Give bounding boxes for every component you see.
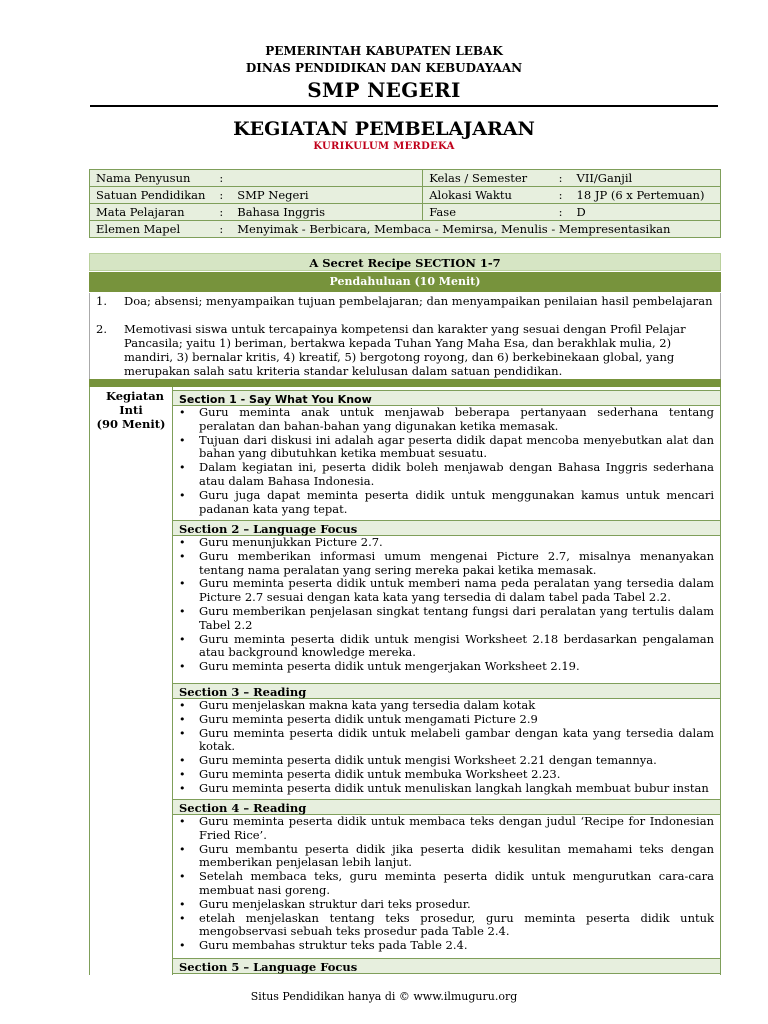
identity-label: Nama Penyusun <box>90 170 214 187</box>
identity-colon: : <box>213 187 231 204</box>
section-3 <box>173 683 720 796</box>
section-5 <box>173 958 720 974</box>
section-title: Section 2 – Language Focus <box>173 520 720 536</box>
page-footer: Situs Pendidikan hanya di © www.ilmuguru.org <box>250 990 518 1003</box>
section-title: Section 1 - Say What You Know <box>173 390 720 406</box>
list-item: • Setelah membaca teks, guru meminta peserta didik untuk mengurutkan cara-cara membuat nasi goreng. <box>173 870 720 898</box>
identity-colon: : <box>213 221 231 238</box>
identity-value: Bahasa Inggris <box>231 204 422 221</box>
identity-label: Mata Pelajaran <box>90 204 214 221</box>
list-item: • Guru memberikan informasi umum mengenai Picture 2.7, misalnya menanyakan tentang nama peralatan yang sering mereka pakai ketika memasak. <box>173 550 720 578</box>
list-item: • Dalam kegiatan ini, peserta didik boleh menjawab dengan Bahasa Inggris sederhana atau dalam Bahasa Indonesia. <box>173 461 720 489</box>
item-number: 1. <box>96 294 107 308</box>
section-items <box>173 699 720 796</box>
kegiatan-inti-title: Kegiatan Inti <box>106 389 165 417</box>
list-item: • Guru juga dapat meminta peserta didik untuk menggunakan kamus untuk mencari padanan kata yang tepat. <box>173 489 720 517</box>
list-item: • Guru membantu peserta didik jika peserta didik kesulitan memahami teks dengan memberikan penjelasan lebih lanjut. <box>173 843 720 871</box>
identity-label: Alokasi Waktu <box>423 187 553 204</box>
identity-row <box>90 204 721 221</box>
section-1 <box>173 390 720 516</box>
identity-row <box>90 221 721 238</box>
identity-value: Menyimak - Berbicara, Membaca - Memirsa, Menulis - Mempresentasikan <box>231 221 720 238</box>
section-4 <box>173 799 720 953</box>
identity-value: D <box>571 204 721 221</box>
header-department: DINAS PENDIDIKAN DAN KEBUDAYAAN <box>245 61 523 75</box>
section-items <box>173 406 720 516</box>
list-item: • etelah menjelaskan tentang teks prosedur, guru meminta peserta didik untuk mengobservasi sebuah teks prosedur pada Table 2.4. <box>173 912 720 940</box>
item-text: Memotivasi siswa untuk tercapainya kompetensi dan karakter yang sesuai dengan Profil Pelajar Pancasila; yaitu 1) beriman, bertakwa kepada Tuhan Yang Maha Esa, dan berakhlak mulia, 2) mandiri, 3) bernalar kritis, 4) kreatif, 5) bergotong royong, dan 6) berkebinekaan global, yang merupakan salah satu kriteria standar kelulusan dalam satuan pendidikan. <box>124 322 686 378</box>
lesson-heading: A Secret Recipe SECTION 1-7 <box>89 253 721 271</box>
list-item: • Guru menunjukkan Picture 2.7. <box>173 536 720 550</box>
identity-colon: : <box>553 204 571 221</box>
identity-label: Satuan Pendidikan <box>90 187 214 204</box>
identity-label: Fase <box>423 204 553 221</box>
list-item: • Guru meminta peserta didik untuk mengisi Worksheet 2.21 dengan temannya. <box>173 754 720 768</box>
section-title: Section 5 – Language Focus <box>173 958 720 974</box>
identity-value: 18 JP (6 x Pertemuan) <box>571 187 721 204</box>
list-item: • Guru meminta peserta didik untuk mengisi Worksheet 2.18 berdasarkan pengalaman atau background knowledge mereka. <box>173 633 720 661</box>
list-item: • Tujuan dari diskusi ini adalah agar peserta didik dapat mencoba menyebutkan alat dan bahan yang dibutuhkan ketika membuat sesuatu. <box>173 434 720 462</box>
identity-table <box>89 169 721 238</box>
section-items <box>173 536 720 674</box>
section-divider <box>89 379 721 387</box>
list-item: • Guru meminta anak untuk menjawab beberapa pertanyaan sederhana tentang peralatan dan bahan-bahan yang digunakan ketika memasak. <box>173 406 720 434</box>
kegiatan-inti-label <box>89 387 173 975</box>
list-item: • Guru meminta peserta didik untuk memberi nama peda peralatan yang tersedia dalam Picture 2.7 sesuai dengan kata kata yang tersedia di dalam tabel pada Tabel 2.2. <box>173 577 720 605</box>
header-divider <box>90 105 718 107</box>
list-item: • Guru meminta peserta didik untuk mengerjakan Worksheet 2.19. <box>173 660 720 674</box>
list-item: • Guru meminta peserta didik untuk membaca teks dengan judul ‘Recipe for Indonesian Fried Rice’. <box>173 815 720 843</box>
section-items <box>173 815 720 953</box>
list-item: • Guru membahas struktur teks pada Table 2.4. <box>173 939 720 953</box>
list-item: • Guru meminta peserta didik untuk melabeli gambar dengan kata yang tersedia dalam kotak. <box>173 727 720 755</box>
section-title: Section 3 – Reading <box>173 683 720 699</box>
identity-value: VII/Ganjil <box>571 170 721 187</box>
list-item: • Guru meminta peserta didik untuk membuka Worksheet 2.23. <box>173 768 720 782</box>
list-item: • Guru menjelaskan struktur dari teks prosedur. <box>173 898 720 912</box>
header-school: SMP NEGERI <box>307 78 461 102</box>
identity-row <box>90 187 721 204</box>
identity-value: SMP Negeri <box>231 187 422 204</box>
kegiatan-inti-time: (90 Menit) <box>96 417 166 431</box>
identity-label: Elemen Mapel <box>90 221 214 238</box>
pendahuluan-label: Pendahuluan (10 Menit) <box>89 272 721 292</box>
identity-label: Kelas / Semester <box>423 170 553 187</box>
identity-colon: : <box>553 187 571 204</box>
item-text: Doa; absensi; menyampaikan tujuan pembelajaran; dan menyampaikan penilaian hasil pembelajaran <box>124 294 713 308</box>
kegiatan-inti-sections <box>173 387 721 975</box>
item-number: 2. <box>96 322 107 336</box>
list-item: • Guru menjelaskan makna kata yang tersedia dalam kotak <box>173 699 720 713</box>
header-government: PEMERINTAH KABUPATEN LEBAK <box>265 44 503 58</box>
pendahuluan-list <box>89 293 721 379</box>
identity-colon: : <box>553 170 571 187</box>
identity-colon: : <box>213 204 231 221</box>
section-title: Section 4 – Reading <box>173 799 720 815</box>
list-item: • Guru meminta peserta didik untuk menuliskan langkah langkah membuat bubur instan <box>173 782 720 796</box>
list-item: • Guru meminta peserta didik untuk mengamati Picture 2.9 <box>173 713 720 727</box>
document-subtitle: KURIKULUM MERDEKA <box>313 141 455 152</box>
identity-row <box>90 170 721 187</box>
document-title: KEGIATAN PEMBELAJARAN <box>233 118 535 140</box>
list-item: • Guru memberikan penjelasan singkat tentang fungsi dari peralatan yang tertulis dalam Tabel 2.2 <box>173 605 720 633</box>
section-2 <box>173 520 720 674</box>
identity-value <box>231 170 422 187</box>
identity-colon: : <box>213 170 231 187</box>
